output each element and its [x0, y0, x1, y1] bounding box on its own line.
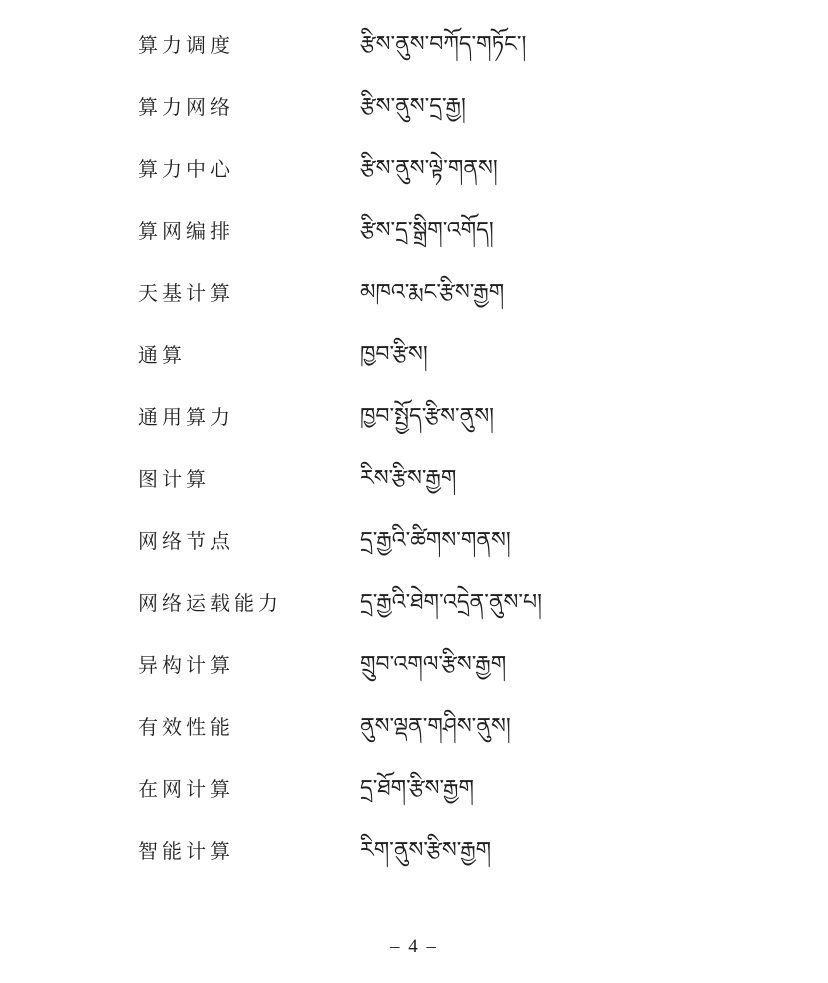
tibetan-term: ནུས་ལྡན་གཤིས་ནུས།	[360, 714, 511, 739]
chinese-term: 天基计算	[138, 281, 234, 305]
chinese-term: 异构计算	[138, 653, 234, 677]
chinese-term: 算力调度	[138, 33, 234, 57]
tibetan-term: ཁྱབ་རྩིས།	[360, 342, 428, 367]
chinese-term: 有效性能	[138, 715, 234, 739]
page-number: – 4 –	[390, 936, 438, 957]
glossary-row	[0, 194, 828, 256]
glossary-row	[0, 380, 828, 442]
tibetan-term: རྩིས་ནུས་བཀོད་གཏོང་།	[360, 32, 527, 57]
glossary-row	[0, 70, 828, 132]
tibetan-term: དྲ་ཐོག་རྩིས་རྒྱག	[360, 776, 474, 801]
tibetan-term: དྲ་རྒྱའི་ཚིགས་གནས།	[360, 528, 511, 553]
chinese-term: 智能计算	[138, 839, 234, 863]
tibetan-term: ཁྱབ་སྤྱོད་རྩིས་ནུས།	[360, 404, 495, 429]
chinese-term: 算力中心	[138, 157, 234, 181]
tibetan-term: རྩིས་ནུས་དྲ་རྒྱ།	[360, 94, 466, 119]
glossary-row	[0, 814, 828, 876]
tibetan-term: རྩིས་ནུས་ལྟེ་གནས།	[360, 156, 498, 181]
glossary-row	[0, 132, 828, 194]
chinese-term: 算网编排	[138, 219, 234, 243]
glossary-row	[0, 8, 828, 70]
glossary-row	[0, 690, 828, 752]
glossary-row	[0, 504, 828, 566]
glossary-row	[0, 256, 828, 318]
chinese-term: 网络运载能力	[138, 591, 282, 615]
chinese-term: 算力网络	[138, 95, 234, 119]
tibetan-term: དྲ་རྒྱའི་ཐེག་འདྲེན་ནུས་པ།	[360, 590, 542, 615]
glossary-row	[0, 442, 828, 504]
chinese-term: 图计算	[138, 467, 210, 491]
tibetan-term: རྩིས་དྲ་སྒྲིག་འགོད།	[360, 218, 494, 243]
chinese-term: 在网计算	[138, 777, 234, 801]
glossary-row	[0, 628, 828, 690]
chinese-term: 通用算力	[138, 405, 234, 429]
chinese-term: 通算	[138, 343, 186, 367]
tibetan-term: མཁའ་རྨང་རྩིས་རྒྱག	[360, 280, 505, 305]
glossary-row	[0, 318, 828, 380]
glossary-row	[0, 566, 828, 628]
tibetan-term: གྲུབ་འགལ་རྩིས་རྒྱག	[360, 652, 507, 677]
tibetan-term: རིག་ནུས་རྩིས་རྒྱག	[360, 838, 492, 863]
chinese-term: 网络节点	[138, 529, 234, 553]
glossary-row	[0, 752, 828, 814]
tibetan-term: རིས་རྩིས་རྒྱག	[360, 466, 457, 491]
